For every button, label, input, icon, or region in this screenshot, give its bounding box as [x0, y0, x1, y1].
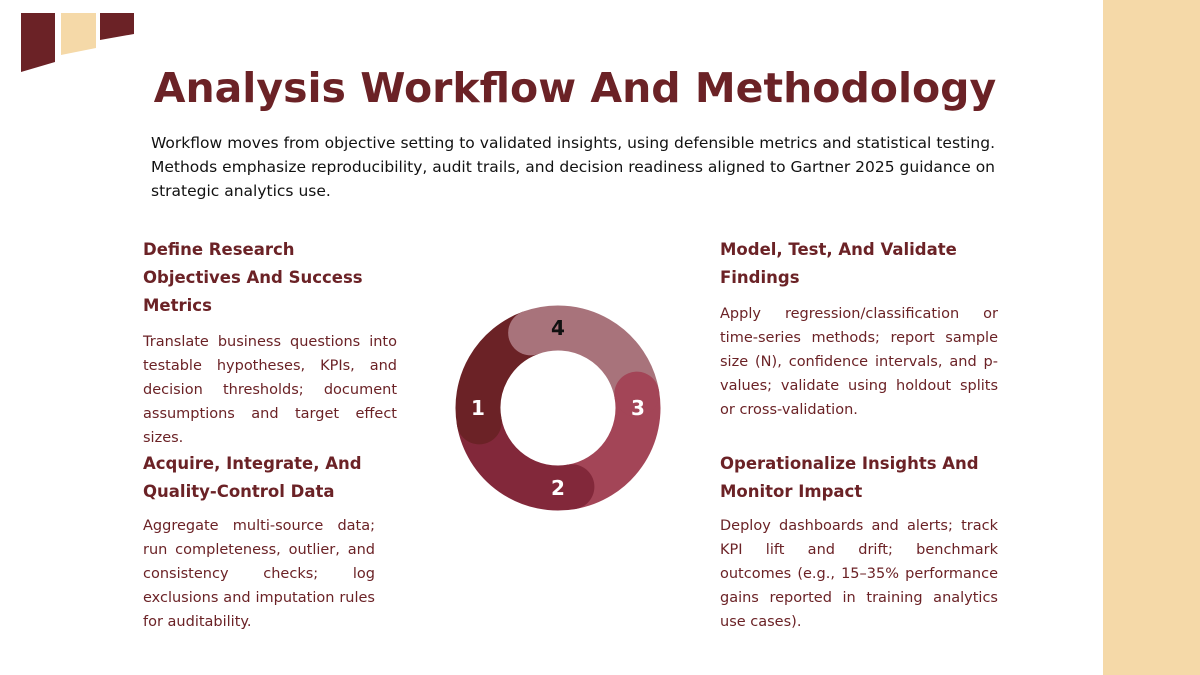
segment-label-1: 1: [471, 396, 485, 420]
step-1-text: Translate business questions into testable hypotheses, KPIs, and decision thresholds; document assumptions and target effect sizes.: [143, 334, 397, 446]
step-1-title: Define Research Objectives And Success Metrics: [143, 240, 363, 315]
segment-label-2: 2: [551, 476, 565, 500]
step-1-block: [143, 236, 397, 450]
segment-label-3: 3: [631, 396, 645, 420]
step-3-title: Model, Test, And Validate Findings: [720, 240, 957, 287]
step-2-text: Aggregate multi-source data; run completeness, outlier, and consistency checks; log exclusions and imputation rules for auditability.: [143, 518, 375, 630]
intro-text: Workflow moves from objective setting to validated insights, using defensible metrics and statistical testing. Methods emphasize reproducibility, audit trails, and decision readiness aligned to Gartner 2025 guidance on strategic analytics use.: [151, 134, 995, 200]
step-4-block: [720, 450, 998, 634]
cycle-donut-diagram: [440, 290, 680, 530]
segment-label-4: 4: [551, 316, 565, 340]
step-2-block: [143, 450, 375, 634]
step-3-text: Apply regression/classification or time-series methods; report sample size (N), confidence intervals, and p-values; validate using holdout splits or cross-validation.: [720, 306, 998, 418]
segment-cap-4: [508, 310, 553, 355]
page-title: Analysis Workflow And Methodology: [153, 64, 997, 112]
step-2-title: Acquire, Integrate, And Quality-Control Data: [143, 454, 362, 501]
step-4-text: Deploy dashboards and alerts; track KPI lift and drift; benchmark outcomes (e.g., 15–35% performance gains reported in training analytics use cases).: [720, 518, 998, 630]
step-4-title: Operationalize Insights And Monitor Impact: [720, 454, 979, 501]
step-3-block: [720, 236, 998, 422]
